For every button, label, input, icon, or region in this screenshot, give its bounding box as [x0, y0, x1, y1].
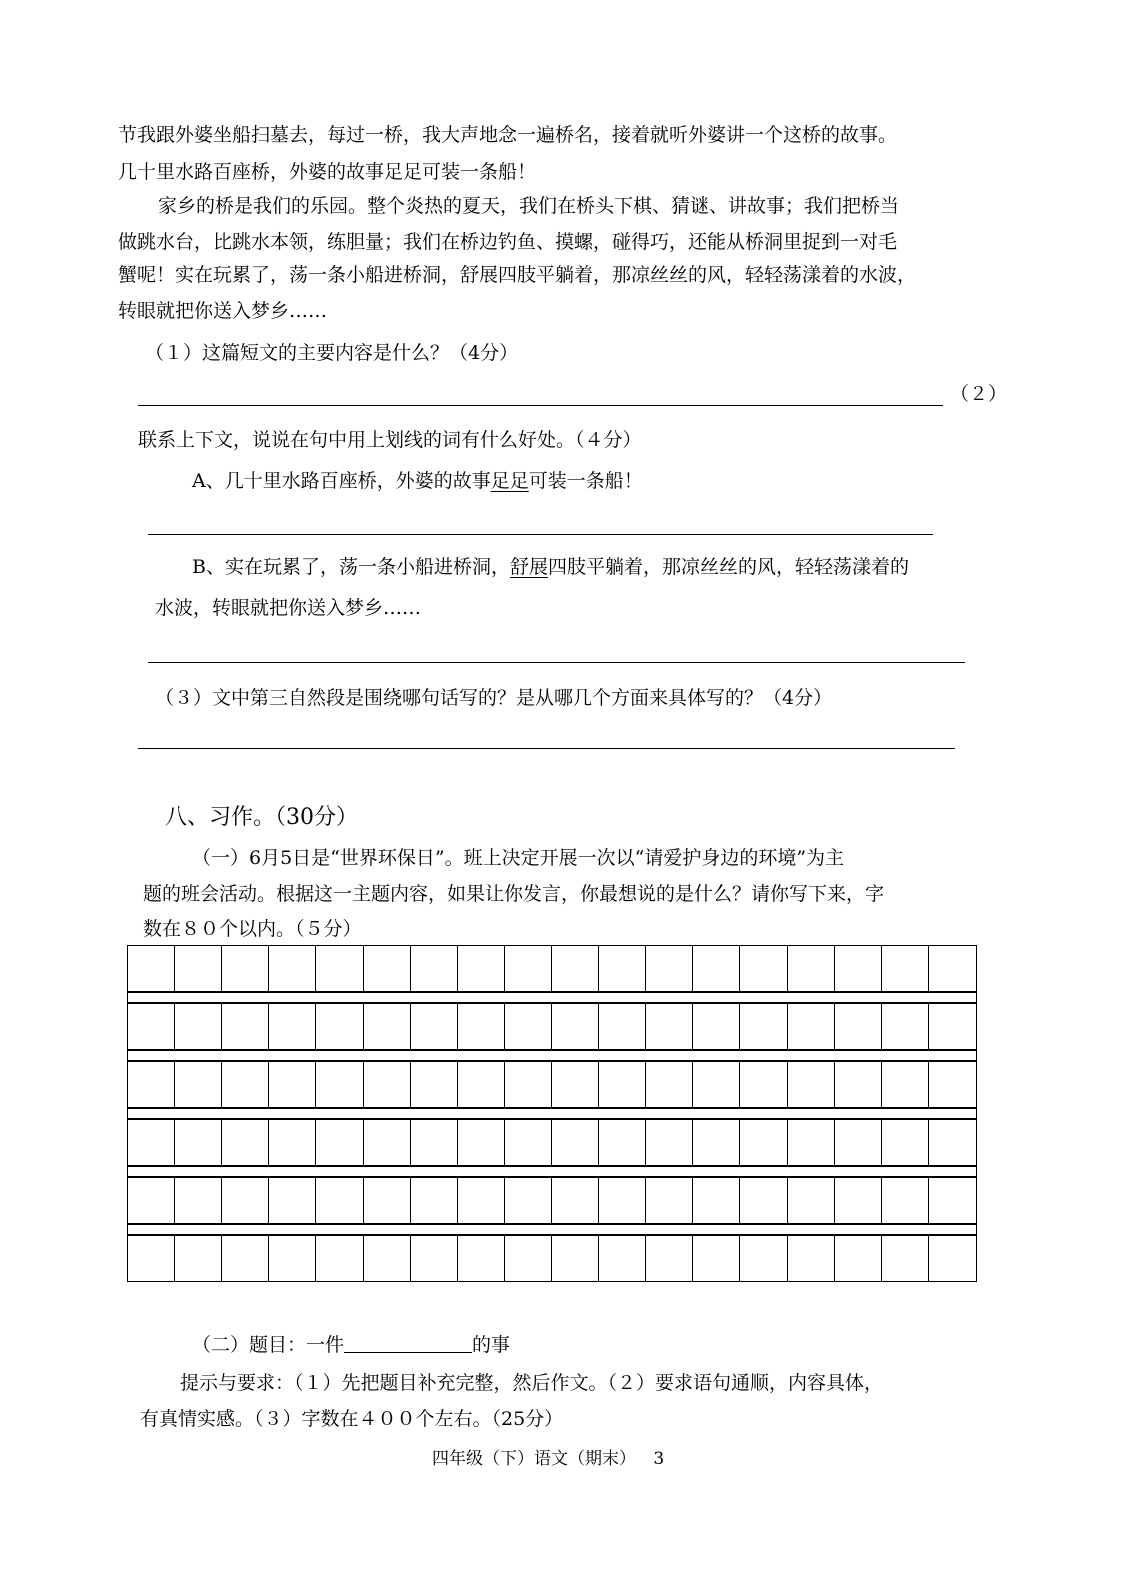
grid-cell[interactable] — [505, 946, 552, 991]
grid-cell[interactable] — [316, 946, 363, 991]
grid-cell[interactable] — [552, 1178, 599, 1223]
grid-cell[interactable] — [788, 1236, 835, 1281]
question-2b-line2: 水波，转眼就把你送入梦乡…… — [155, 597, 422, 619]
grid-cell[interactable] — [175, 946, 222, 991]
grid-row[interactable] — [127, 1235, 977, 1282]
grid-row[interactable] — [127, 1061, 977, 1108]
grid-row[interactable] — [127, 1119, 977, 1166]
grid-cell[interactable] — [693, 1120, 740, 1165]
passage-line: 做跳水台，比跳水本领，练胆量；我们在桥边钓鱼、摸螺，碰得巧，还能从桥洞里捉到一对毛 — [118, 231, 898, 253]
grid-cell[interactable] — [458, 1062, 505, 1107]
grid-cell[interactable] — [693, 1178, 740, 1223]
grid-cell[interactable] — [929, 1120, 976, 1165]
grid-cell[interactable] — [835, 946, 882, 991]
question-2a-text: A、几十里水路百座桥，外婆的故事 — [192, 470, 491, 492]
grid-cell[interactable] — [411, 1236, 458, 1281]
grid-cell[interactable] — [929, 1004, 976, 1049]
part1-prompt-line: 题的班会活动。根据这一主题内容，如果让你发言，你最想说的是什么？请你写下来，字 — [143, 883, 885, 905]
grid-cell[interactable] — [458, 1120, 505, 1165]
grid-cell[interactable] — [316, 1004, 363, 1049]
grid-cell[interactable] — [740, 1004, 787, 1049]
grid-cell[interactable] — [222, 1120, 269, 1165]
grid-cell[interactable] — [269, 1062, 316, 1107]
grid-cell[interactable] — [882, 946, 929, 991]
grid-spacer — [127, 1050, 977, 1061]
grid-cell[interactable] — [269, 946, 316, 991]
grid-cell[interactable] — [740, 1178, 787, 1223]
part2-title — [192, 1330, 510, 1360]
grid-cell[interactable] — [740, 1120, 787, 1165]
underlined-word: 足足 — [490, 470, 529, 492]
grid-cell[interactable] — [411, 1004, 458, 1049]
question-2b — [192, 552, 909, 582]
grid-cell[interactable] — [269, 1120, 316, 1165]
page-number: 3 — [653, 1449, 665, 1469]
grid-cell[interactable] — [882, 1178, 929, 1223]
part2-requirements-line: 提示与要求：（１）先把题目补充完整，然后作文。（２）要求语句通顺，内容具体， — [180, 1372, 884, 1394]
grid-cell[interactable] — [128, 1236, 175, 1281]
grid-cell[interactable] — [740, 946, 787, 991]
grid-cell[interactable] — [835, 1178, 882, 1223]
passage-line: 节我跟外婆坐船扫墓去，每过一桥，我大声地念一遍桥名，接着就听外婆讲一个这桥的故事。 — [118, 124, 898, 146]
grid-cell[interactable] — [222, 946, 269, 991]
answer-line-q1[interactable] — [138, 405, 943, 406]
grid-cell[interactable] — [222, 1062, 269, 1107]
grid-cell[interactable] — [693, 1004, 740, 1049]
grid-cell[interactable] — [316, 1062, 363, 1107]
grid-cell[interactable] — [364, 1120, 411, 1165]
question-2: 联系上下文，说说在句中用上划线的词有什么好处。（４分） — [138, 429, 642, 451]
grid-row[interactable] — [127, 1177, 977, 1224]
passage-line: 转眼就把你送入梦乡…… — [118, 300, 328, 322]
grid-cell[interactable] — [646, 1062, 693, 1107]
part2-requirements-line: 有真情实感。（３）字数在４００个左右。（25分） — [140, 1408, 564, 1430]
grid-cell[interactable] — [599, 946, 646, 991]
grid-cell[interactable] — [458, 1004, 505, 1049]
grid-cell[interactable] — [599, 1120, 646, 1165]
grid-cell[interactable] — [882, 1062, 929, 1107]
grid-cell[interactable] — [175, 1178, 222, 1223]
grid-row[interactable] — [127, 1003, 977, 1050]
grid-cell[interactable] — [646, 946, 693, 991]
grid-cell[interactable] — [552, 946, 599, 991]
question-2-number: （２） — [950, 383, 1008, 405]
grid-cell[interactable] — [646, 1236, 693, 1281]
grid-cell[interactable] — [269, 1236, 316, 1281]
grid-cell[interactable] — [128, 1178, 175, 1223]
grid-cell[interactable] — [882, 1236, 929, 1281]
grid-cell[interactable] — [835, 1062, 882, 1107]
grid-spacer — [127, 1166, 977, 1177]
grid-cell[interactable] — [929, 1178, 976, 1223]
grid-cell[interactable] — [316, 1236, 363, 1281]
grid-cell[interactable] — [128, 1062, 175, 1107]
part2-title-text: （二）题目：一件 — [192, 1334, 345, 1356]
grid-cell[interactable] — [505, 1004, 552, 1049]
grid-cell[interactable] — [364, 1178, 411, 1223]
grid-cell[interactable] — [269, 1178, 316, 1223]
grid-cell[interactable] — [175, 1062, 222, 1107]
footer-text: 四年级（下）语文（期末） — [432, 1449, 636, 1469]
grid-cell[interactable] — [364, 1004, 411, 1049]
grid-spacer — [127, 1224, 977, 1235]
grid-cell[interactable] — [835, 1120, 882, 1165]
grid-cell[interactable] — [929, 1236, 976, 1281]
grid-row[interactable] — [127, 945, 977, 992]
grid-cell[interactable] — [411, 1062, 458, 1107]
grid-cell[interactable] — [693, 946, 740, 991]
page-footer — [432, 1447, 664, 1471]
grid-cell[interactable] — [599, 1062, 646, 1107]
section-heading: 八、习作。（30分） — [165, 805, 358, 830]
grid-cell[interactable] — [740, 1062, 787, 1107]
grid-cell[interactable] — [411, 946, 458, 991]
title-blank[interactable] — [344, 1332, 472, 1353]
grid-cell[interactable] — [552, 1236, 599, 1281]
grid-cell[interactable] — [364, 1236, 411, 1281]
question-2b-text-end: 四肢平躺着，那凉丝丝的风，轻轻荡漾着的 — [547, 556, 909, 578]
question-2a-text-end: 可装一条船！ — [528, 470, 643, 492]
passage-line: 蟹呢！实在玩累了，荡一条小船进桥洞，舒展四肢平躺着，那凉丝丝的风，轻轻荡漾着的水波， — [118, 264, 917, 286]
grid-cell[interactable] — [316, 1120, 363, 1165]
grid-cell[interactable] — [693, 1062, 740, 1107]
grid-cell[interactable] — [128, 946, 175, 991]
grid-cell[interactable] — [740, 1236, 787, 1281]
underlined-word: 舒展 — [509, 556, 548, 578]
grid-cell[interactable] — [929, 1062, 976, 1107]
grid-cell[interactable] — [646, 1178, 693, 1223]
grid-spacer — [127, 1108, 977, 1119]
grid-cell[interactable] — [505, 1236, 552, 1281]
grid-cell[interactable] — [505, 1062, 552, 1107]
grid-cell[interactable] — [835, 1004, 882, 1049]
grid-cell[interactable] — [458, 946, 505, 991]
grid-cell[interactable] — [364, 946, 411, 991]
part1-prompt-line: 数在８０个以内。（５分） — [143, 918, 362, 940]
grid-cell[interactable] — [599, 1178, 646, 1223]
grid-cell[interactable] — [505, 1178, 552, 1223]
grid-cell[interactable] — [646, 1004, 693, 1049]
grid-cell[interactable] — [505, 1120, 552, 1165]
grid-cell[interactable] — [269, 1004, 316, 1049]
grid-cell[interactable] — [364, 1062, 411, 1107]
answer-line-q2a[interactable] — [148, 534, 933, 535]
grid-cell[interactable] — [411, 1178, 458, 1223]
grid-cell[interactable] — [458, 1178, 505, 1223]
grid-cell[interactable] — [222, 1178, 269, 1223]
answer-line-q3[interactable] — [138, 748, 955, 749]
grid-cell[interactable] — [458, 1236, 505, 1281]
passage-line: 几十里水路百座桥，外婆的故事足足可装一条船！ — [118, 161, 537, 183]
grid-cell[interactable] — [693, 1236, 740, 1281]
grid-cell[interactable] — [788, 1178, 835, 1223]
grid-cell[interactable] — [929, 946, 976, 991]
passage-line: 家乡的桥是我们的乐园。整个炎热的夏天，我们在桥头下棋、猜谜、讲故事；我们把桥当 — [158, 195, 900, 217]
grid-cell[interactable] — [646, 1120, 693, 1165]
part2-title-text-end: 的事 — [472, 1334, 511, 1356]
grid-cell[interactable] — [175, 1120, 222, 1165]
grid-cell[interactable] — [222, 1236, 269, 1281]
grid-cell[interactable] — [882, 1120, 929, 1165]
grid-cell[interactable] — [788, 1004, 835, 1049]
grid-cell[interactable] — [599, 1236, 646, 1281]
grid-cell[interactable] — [128, 1004, 175, 1049]
grid-spacer — [127, 992, 977, 1003]
question-2b-text: B、实在玩累了，荡一条小船进桥洞， — [192, 556, 510, 578]
grid-cell[interactable] — [788, 1120, 835, 1165]
part1-prompt-line: （一）6月5日是“世界环保日”。班上决定开展一次以“请爱护身边的环境”为主 — [192, 847, 845, 869]
question-1: （１）这篇短文的主要内容是什么？（4分） — [145, 342, 519, 364]
grid-cell[interactable] — [599, 1004, 646, 1049]
grid-cell[interactable] — [788, 1062, 835, 1107]
grid-cell[interactable] — [175, 1236, 222, 1281]
grid-cell[interactable] — [835, 1236, 882, 1281]
grid-cell[interactable] — [552, 1120, 599, 1165]
question-3: （３）文中第三自然段是围绕哪句话写的？是从哪几个方面来具体写的？（4分） — [155, 687, 833, 709]
grid-cell[interactable] — [411, 1120, 458, 1165]
grid-cell[interactable] — [222, 1004, 269, 1049]
grid-cell[interactable] — [788, 946, 835, 991]
grid-cell[interactable] — [128, 1120, 175, 1165]
grid-cell[interactable] — [316, 1178, 363, 1223]
question-2a — [192, 466, 643, 496]
grid-cell[interactable] — [552, 1062, 599, 1107]
answer-line-q2b[interactable] — [148, 662, 965, 663]
grid-cell[interactable] — [552, 1004, 599, 1049]
grid-cell[interactable] — [175, 1004, 222, 1049]
grid-cell[interactable] — [882, 1004, 929, 1049]
